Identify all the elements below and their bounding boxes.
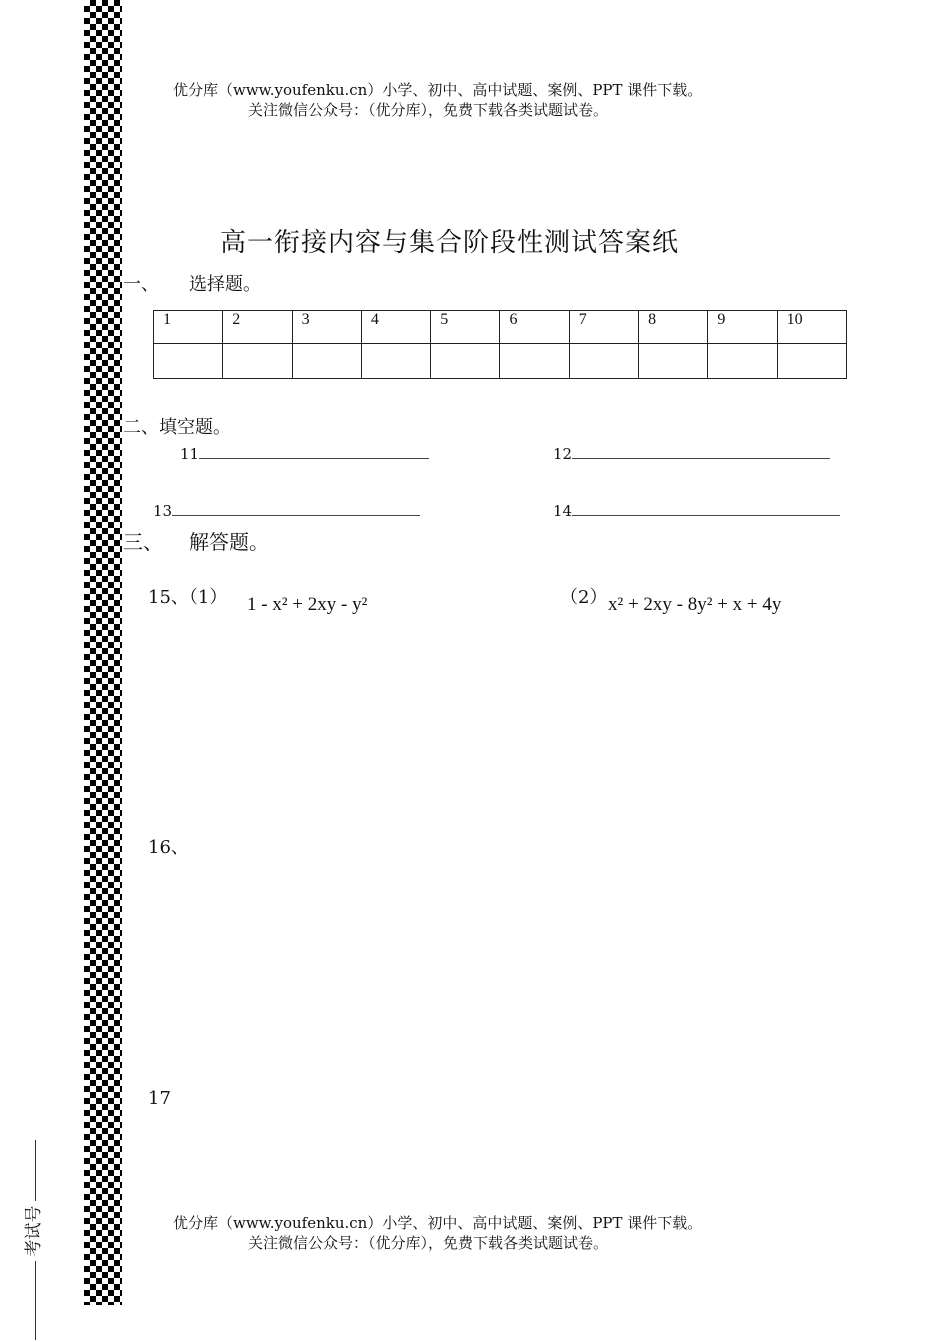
choice-answer-cell[interactable]	[431, 344, 500, 379]
choice-number-cell: 10	[777, 311, 846, 344]
fill-blank-11	[180, 444, 429, 463]
question-15-expression-2: x² + 2xy - 8y² + x + 4y	[608, 594, 782, 615]
question-15-expression-1: 1 - x² + 2xy - y²	[247, 594, 368, 615]
fill-blank-line[interactable]	[572, 444, 830, 459]
choice-number-cell: 3	[292, 311, 361, 344]
footer-line-2: 关注微信公众号：（优分库），免费下载各类试题试卷。	[248, 1234, 609, 1252]
choice-answer-row	[154, 344, 847, 379]
fill-blank-12	[553, 444, 830, 463]
fill-blank-13	[153, 501, 420, 520]
section-3-title: 解答题。	[189, 530, 269, 554]
section-2-label: 二、填空题。	[123, 417, 231, 438]
header-line-1: 优分库（www.youfenku.cn）小学、初中、高中试题、案例、PPT 课件下载。	[173, 81, 703, 99]
choice-number-cell: 9	[708, 311, 777, 344]
fill-blank-number: 11	[180, 445, 200, 463]
choice-number-row	[154, 311, 847, 344]
question-17-label: 17	[148, 1088, 171, 1109]
fill-blank-line[interactable]	[572, 501, 840, 516]
choice-answer-cell[interactable]	[708, 344, 777, 379]
choice-answer-cell[interactable]	[569, 344, 638, 379]
section-1-label: 一、	[123, 274, 159, 295]
choice-number-cell: 4	[361, 311, 430, 344]
question-15-label: 15、（1）	[148, 587, 228, 608]
choice-answer-cell[interactable]	[639, 344, 708, 379]
fill-blank-number: 13	[153, 502, 173, 520]
exam-number-label: 考试号	[19, 1201, 41, 1261]
fill-blank-number: 14	[553, 502, 573, 520]
fill-blank-number: 12	[553, 445, 573, 463]
choice-answer-cell[interactable]	[777, 344, 846, 379]
choice-answer-cell[interactable]	[223, 344, 292, 379]
choice-number-cell: 1	[154, 311, 223, 344]
choice-answer-cell[interactable]	[361, 344, 430, 379]
section-3-label: 三、	[123, 530, 163, 554]
footer-line-1: 优分库（www.youfenku.cn）小学、初中、高中试题、案例、PPT 课件下载。	[173, 1214, 703, 1232]
choice-number-cell: 5	[431, 311, 500, 344]
checkered-binding-strip	[84, 0, 122, 1305]
choice-number-cell: 6	[500, 311, 569, 344]
choice-number-cell: 7	[569, 311, 638, 344]
page-title: 高一衔接内容与集合阶段性测试答案纸	[220, 228, 680, 258]
choice-answer-cell[interactable]	[292, 344, 361, 379]
choice-answer-cell[interactable]	[500, 344, 569, 379]
section-1-title: 选择题。	[189, 274, 261, 295]
choice-answer-table	[153, 310, 847, 379]
fill-blank-line[interactable]	[172, 501, 420, 516]
header-line-2: 关注微信公众号：（优分库），免费下载各类试题试卷。	[248, 101, 609, 119]
choice-number-cell: 8	[639, 311, 708, 344]
exam-number-field	[8, 1140, 48, 1340]
fill-blank-line[interactable]	[199, 444, 429, 459]
question-15-part-2-label: （2）	[560, 587, 608, 608]
fill-blank-14	[553, 501, 840, 520]
question-16-label: 16、	[148, 837, 189, 858]
choice-number-cell: 2	[223, 311, 292, 344]
choice-answer-cell[interactable]	[154, 344, 223, 379]
